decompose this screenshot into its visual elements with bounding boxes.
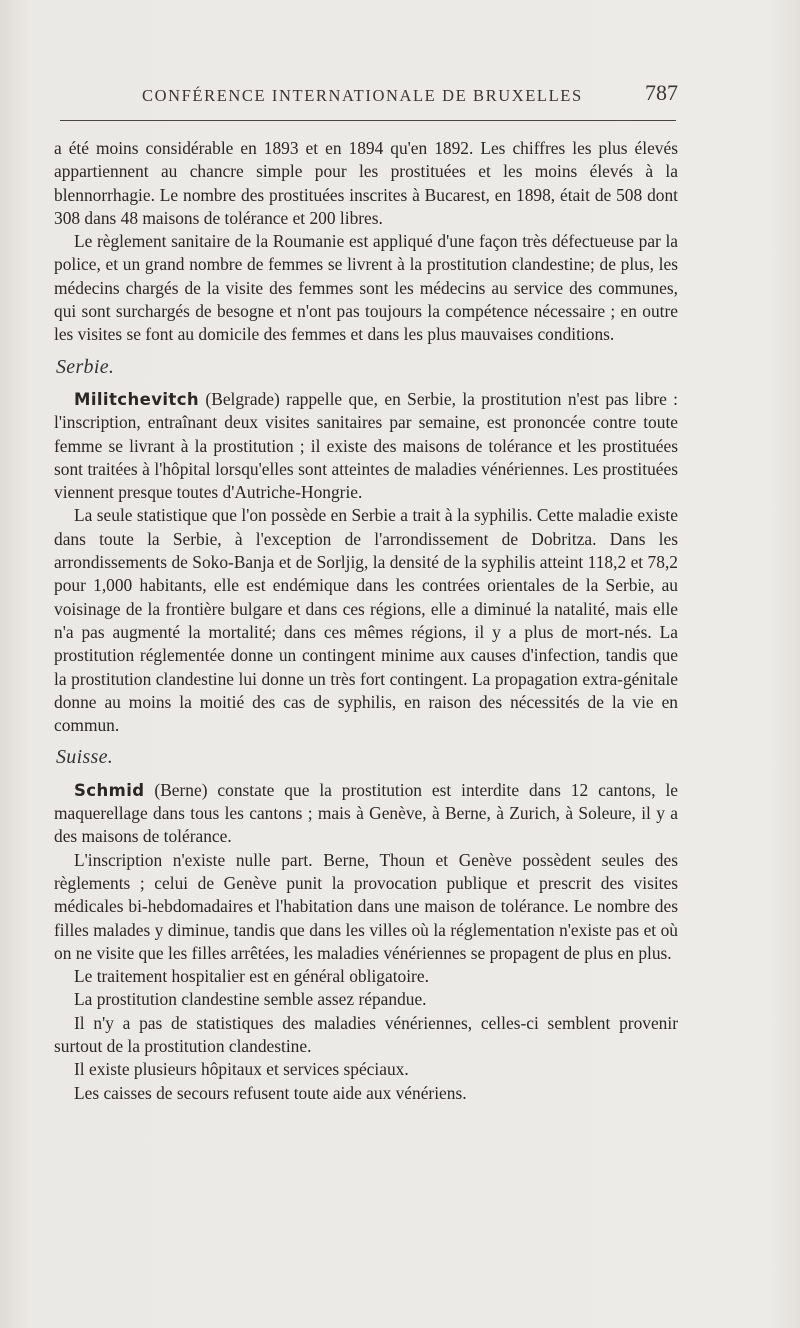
speaker-name: Militchevitch — [74, 389, 200, 409]
paragraph: Le règlement sanitaire de la Roumanie est appliqué d'une façon très défectueuse par la police, et un grand nombre de femmes se livrent à la prostitution clandestine; de plus, les médecins chargés de la visite des femmes sont les médecins au service des communes, qui sont surchargés de besogne et n'ont pas toujours la compétence nécessaire ; en outre les visites se font au domicile des femmes et dans les plus mauvaises conditions. — [54, 231, 678, 345]
section-heading-serbie: Serbie. — [56, 355, 115, 378]
header-rule — [60, 120, 676, 121]
running-header — [56, 78, 678, 112]
page-number: 787 — [645, 80, 678, 105]
paragraph — [54, 388, 678, 504]
running-title: CONFÉRENCE INTERNATIONALE DE BRUXELLES — [142, 86, 583, 105]
paragraph-text: (Belgrade) rappelle que, en Serbie, la prostitution n'est pas libre : l'inscription, entraînant deux visites sanitaires par semaine, est prononcée contre toute femme se livrant à la prostitution ; il existe des maisons de tolérance et les prostituées sont traitées à l'hôpital lorsqu'elles sont atteintes de maladies vénériennes. Les prostituées viennent presque toutes d'Autriche-Hongrie. — [54, 388, 678, 503]
paragraph: a été moins considérable en 1893 et en 1894 qu'en 1892. Les chiffres les plus élevés appartiennent au chancre simple pour les prostituées et les moins élevés à la blennorrhagie. Le nombre des prostituées inscrites à Bucarest, en 1898, était de 508 dont 308 dans 48 maisons de tolérance et 200 libres. — [54, 138, 678, 228]
section-heading-suisse: Suisse. — [56, 746, 114, 769]
speaker-name: Schmid — [74, 780, 145, 800]
body-text — [54, 137, 678, 1105]
paragraph: Il n'y a pas de statistiques des maladies vénériennes, celles-ci semblent provenir surtout de la prostitution clandestine. — [54, 1012, 678, 1056]
paragraph: L'inscription n'existe nulle part. Berne, Thoun et Genève possèdent seules des règlements ; celui de Genève punit la provocation publique et prescrit des visites médicales bi-hebdomadaires et l'habitation dans une maison de tolérance. Le nombre des filles malades y diminue, tandis que dans les villes où la réglementation n'existe pas et où on ne visite que les filles arrêtées, les maladies vénériennes se propagent de plus en plus. — [54, 849, 678, 963]
paragraph-text: (Berne) constate que la prostitution est interdite dans 12 cantons, le maquerellage dans tous les cantons ; mais à Genève, à Berne, à Zurich, à Soleure, il y a des maisons de tolérance. — [54, 779, 678, 847]
paragraph — [54, 779, 678, 849]
paragraph: Le traitement hospitalier est en général obligatoire. — [74, 966, 429, 987]
paragraph: Les caisses de secours refusent toute aide aux vénériens. — [74, 1082, 467, 1103]
paragraph: La seule statistique que l'on possède en Serbie a trait à la syphilis. Cette maladie existe dans toute la Serbie, à l'exception de l'arrondissement de Dobritza. Dans les arrondissements de Soko-Banja et de Sorljig, la densité de la syphilis atteint 118,2 et 78,2 pour 1,000 habitants, elle est endémique dans les contrées orientales de la Serbie, au voisinage de la frontière bulgare et dans ces régions, elle a diminué la natalité, mais elle n'a pas augmenté la mortalité; dans ces mêmes régions, il y a plus de mort-nés. La prostitution réglementée donne un contingent minime aux causes d'infection, tandis que la prostitution clandestine lui donne un très fort contingent. La propagation extra-génitale donne au moins la moitié des cas de syphilis, en raison des nécessités de la vie en commun. — [54, 505, 678, 736]
paragraph: La prostitution clandestine semble assez répandue. — [74, 989, 427, 1010]
paragraph: Il existe plusieurs hôpitaux et services spéciaux. — [74, 1059, 409, 1080]
